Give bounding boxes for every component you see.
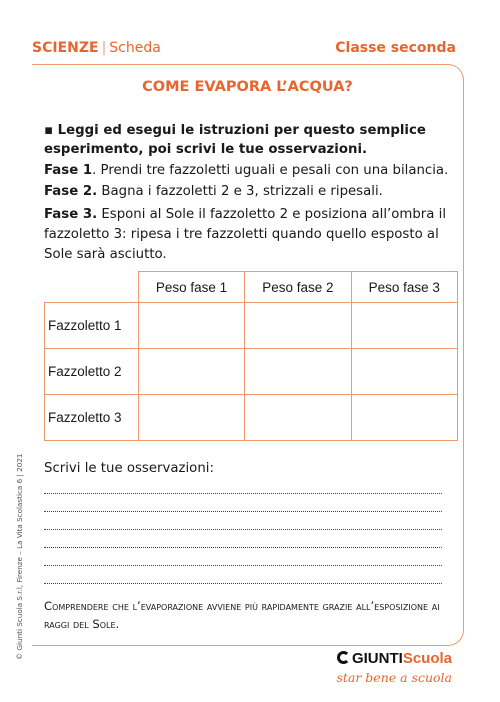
table-row	[45, 395, 458, 441]
phase-3-label: Fase 3.	[44, 207, 98, 222]
publisher-logo	[292, 650, 452, 690]
phase-1-label: Fase 1	[44, 163, 93, 178]
writing-line[interactable]	[44, 565, 442, 566]
writing-line[interactable]	[44, 493, 442, 494]
weight-cell[interactable]	[245, 303, 351, 349]
observations-label: Scrivi le tue osservazioni:	[44, 461, 214, 476]
column-header: Peso fase 3	[351, 272, 457, 303]
grade-label: Classe seconda	[335, 40, 456, 56]
table-corner-cell	[45, 272, 139, 303]
column-header: Peso fase 1	[138, 272, 244, 303]
instructions-text: ▪ Leggi ed esegui le istruzioni per questo semplice esperimento, poi scrivi le tue osservazioni.	[44, 123, 426, 157]
phase-2-label: Fase 2.	[44, 184, 98, 199]
weight-cell[interactable]	[351, 349, 457, 395]
weight-cell[interactable]	[138, 395, 244, 441]
weight-cell[interactable]	[138, 303, 244, 349]
phase-2	[44, 182, 456, 202]
logo-wordmark	[337, 650, 452, 667]
weight-cell[interactable]	[245, 349, 351, 395]
weight-cell[interactable]	[245, 395, 351, 441]
worksheet-card	[32, 64, 464, 646]
weight-cell[interactable]	[138, 349, 244, 395]
writing-line[interactable]	[44, 511, 442, 512]
logo-tagline: star bene a scuola	[336, 670, 452, 685]
row-label: Fazzoletto 3	[45, 395, 139, 441]
writing-line[interactable]	[44, 583, 442, 584]
writing-line[interactable]	[44, 547, 442, 548]
worksheet-title: COME EVAPORA L’ACQUA?	[142, 79, 353, 95]
weights-table	[44, 271, 458, 441]
row-label: Fazzoletto 1	[45, 303, 139, 349]
brand-suffix: Scuola	[402, 650, 452, 667]
phase-2-text: Bagna i fazzoletti 2 e 3, strizzali e ripesali.	[97, 184, 383, 199]
weight-cell[interactable]	[351, 395, 457, 441]
header-separator: |	[101, 40, 107, 56]
column-header: Peso fase 2	[245, 272, 351, 303]
phase-1	[44, 161, 456, 181]
copyright-credit: © Giunti Scuola S.r.l, Firenze – La Vita Scolastica 6 | 2021	[15, 453, 24, 660]
sheet-type-label: Scheda	[109, 40, 161, 56]
phase-1-text: . Prendi tre fazzoletti uguali e pesali con una bilancia.	[92, 163, 449, 178]
learning-objective: Comprendere che l’evaporazione avviene più rapidamente grazie all’esposizione ai raggi del Sole.	[44, 599, 440, 631]
brand-name: GIUNTI	[351, 650, 403, 667]
phase-3-text: Esponi al Sole il fazzoletto 2 e posiziona all’ombra il fazzoletto 3: ripesa i tre fazzoletti quando quello esposto al Sole sarà asciutto.	[44, 207, 447, 262]
table-row	[45, 303, 458, 349]
subject-label: SCIENZE	[32, 40, 99, 56]
weight-cell[interactable]	[351, 303, 457, 349]
writing-line[interactable]	[44, 529, 442, 530]
header-left	[32, 40, 161, 56]
page-header	[32, 40, 456, 60]
row-label: Fazzoletto 2	[45, 349, 139, 395]
table-row	[45, 349, 458, 395]
phase-3	[44, 205, 456, 265]
giunti-g-icon	[337, 651, 350, 664]
table-header-row	[45, 272, 458, 303]
